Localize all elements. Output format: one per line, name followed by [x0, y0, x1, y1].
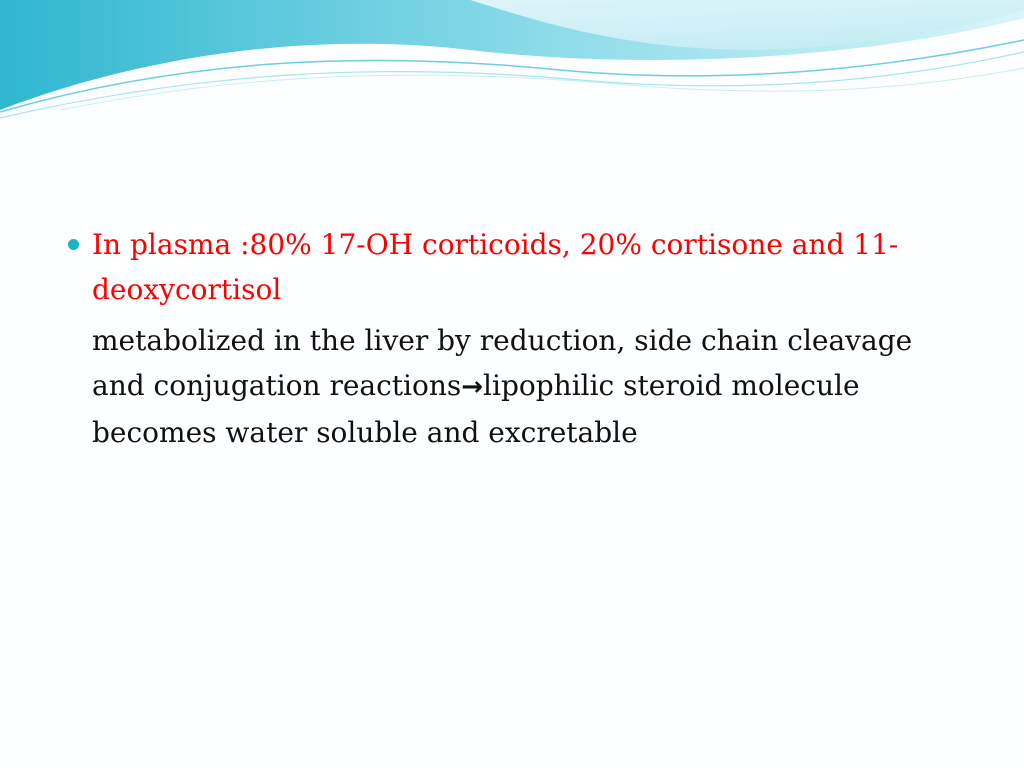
- paragraph-part-1: metabolized in the liver by reduction, side chain cleavage and conjugation reactions: [92, 324, 913, 402]
- bullet-item: [62, 222, 962, 312]
- bullet-text: In plasma :80% 17-OH corticoids, 20% cortisone and 11-deoxycortisol: [92, 228, 899, 306]
- right-arrow-icon: →: [461, 372, 484, 402]
- wave-header-decoration: [0, 0, 1024, 130]
- body-paragraph: [92, 318, 962, 455]
- paragraph-part-2: lipophilic steroid molecule becomes water soluble and excretable: [92, 369, 860, 449]
- slide-content: [62, 222, 962, 455]
- wave-line-3: [60, 68, 1024, 110]
- bullet-dot-icon: [68, 239, 79, 250]
